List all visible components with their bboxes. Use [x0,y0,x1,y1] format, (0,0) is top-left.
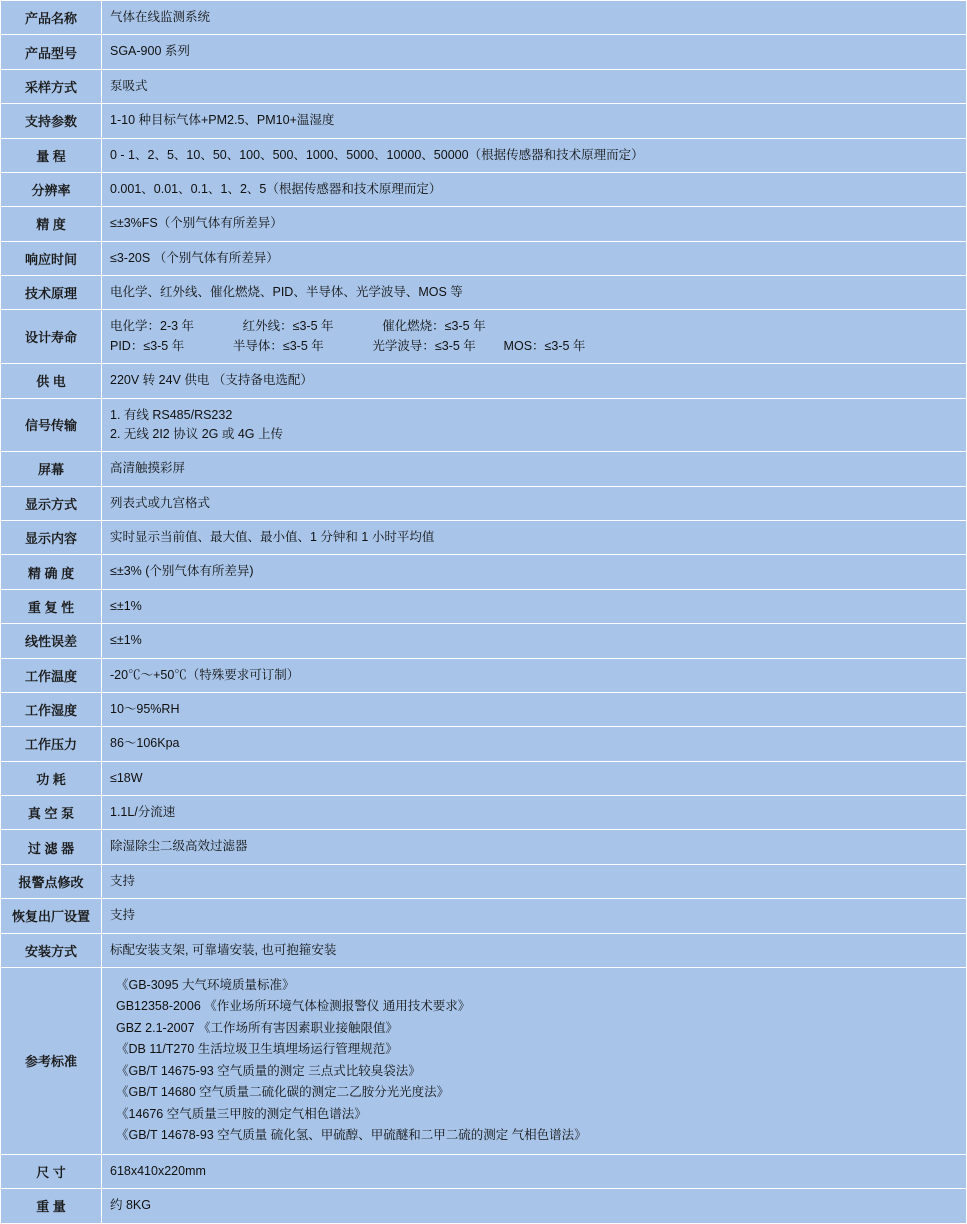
spec-value: 高清触摸彩屏 [102,452,967,486]
table-row [1,899,967,933]
spec-value: 电化学、红外线、催化燃烧、PID、半导体、光学波导、MOS 等 [102,276,967,310]
spec-value: SGA-900 系列 [102,35,967,69]
spec-value-lines [110,406,958,445]
spec-value: ≤18W [102,761,967,795]
table-row [1,967,967,1154]
spec-value-line: 《GB/T 14675-93 空气质量的测定 三点式比较臭袋法》 [116,1063,421,1078]
spec-label: 线性误差 [1,624,102,658]
spec-label: 重 复 性 [1,589,102,623]
spec-value: 标配安装支架, 可靠墙安装, 也可抱箍安装 [102,933,967,967]
table-row [1,104,967,138]
spec-label: 尺 寸 [1,1154,102,1188]
table-row [1,555,967,589]
table-row [1,486,967,520]
spec-value: 10～95%RH [102,692,967,726]
spec-value: 0.001、0.01、0.1、1、2、5（根据传感器和技术原理而定） [102,172,967,206]
spec-label: 设计寿命 [1,310,102,364]
spec-value: 支持 [102,899,967,933]
table-row [1,276,967,310]
spec-value-line: 1. 有线 RS485/RS232 [110,407,233,422]
table-row [1,172,967,206]
spec-value: 实时显示当前值、最大值、最小值、1 分钟和 1 小时平均值 [102,521,967,555]
table-row [1,1,967,35]
spec-label: 显示内容 [1,521,102,555]
spec-value-line: GB12358-2006 《作业场所环境气体检测报警仪 通用技术要求》 [116,999,471,1014]
spec-value: 除湿除尘二级高效过滤器 [102,830,967,864]
spec-label: 分辨率 [1,172,102,206]
spec-table-body [1,1,967,1224]
spec-value-line: GBZ 2.1-2007 《工作场所有害因素职业接触限值》 [116,1020,398,1035]
table-row [1,364,967,398]
spec-value [102,310,967,364]
spec-value: 支持 [102,864,967,898]
spec-label: 量 程 [1,138,102,172]
spec-label: 技术原理 [1,276,102,310]
table-row [1,624,967,658]
spec-value: ≤±1% [102,624,967,658]
spec-value: 列表式或九宫格式 [102,486,967,520]
spec-value-line: 《GB/T 14678-93 空气质量 硫化氢、甲硫醇、甲硫醚和二甲二硫的测定 气相色谱法》 [116,1128,587,1143]
spec-label: 响应时间 [1,241,102,275]
spec-value-line: 《DB 11/T270 生活垃圾卫生填埋场运行管理规范》 [116,1042,398,1057]
spec-value-lines [110,975,958,1147]
spec-label: 显示方式 [1,486,102,520]
spec-label: 精 确 度 [1,555,102,589]
table-row [1,207,967,241]
spec-value: 0 - 1、2、5、10、50、100、500、1000、5000、10000、50000（根据传感器和技术原理而定） [102,138,967,172]
spec-value-line: 《GB/T 14680 空气质量二硫化碳的测定二乙胺分光光度法》 [116,1085,450,1100]
table-row [1,589,967,623]
table-row [1,452,967,486]
spec-value-line: 《14676 空气质量三甲胺的测定气相色谱法》 [116,1106,367,1121]
spec-value: 泵吸式 [102,69,967,103]
table-row [1,692,967,726]
table-row [1,830,967,864]
spec-label: 信号传输 [1,398,102,452]
spec-value: -20℃～+50℃（特殊要求可订制） [102,658,967,692]
table-row [1,138,967,172]
spec-value-line: 2. 无线 2I2 协议 2G 或 4G 上传 [110,426,283,441]
spec-label: 工作温度 [1,658,102,692]
spec-label: 恢复出厂设置 [1,899,102,933]
spec-label: 安装方式 [1,933,102,967]
spec-label: 精 度 [1,207,102,241]
spec-label: 功 耗 [1,761,102,795]
table-row [1,761,967,795]
table-row [1,1189,967,1223]
spec-label: 供 电 [1,364,102,398]
table-row [1,796,967,830]
spec-label: 工作湿度 [1,692,102,726]
spec-label: 过 滤 器 [1,830,102,864]
spec-value: ≤±3% (个别气体有所差异) [102,555,967,589]
spec-label: 采样方式 [1,69,102,103]
spec-value: 约 8KG [102,1189,967,1223]
table-row [1,521,967,555]
spec-label: 参考标准 [1,967,102,1154]
table-row [1,1154,967,1188]
spec-label: 屏幕 [1,452,102,486]
spec-value: ≤±1% [102,589,967,623]
spec-value: 618x410x220mm [102,1154,967,1188]
spec-label: 真 空 泵 [1,796,102,830]
spec-value: 1.1L/分流速 [102,796,967,830]
table-row [1,398,967,452]
spec-label: 产品型号 [1,35,102,69]
spec-value-line: 《GB-3095 大气环境质量标准》 [116,977,295,992]
table-row [1,864,967,898]
spec-value-lines [110,317,958,356]
spec-value: ≤3-20S （个别气体有所差异） [102,241,967,275]
spec-value-line: 电化学：2-3 年 红外线：≤3-5 年 催化燃烧：≤3-5 年 [110,319,486,334]
spec-value [102,967,967,1154]
table-row [1,933,967,967]
table-row [1,310,967,364]
spec-value [102,398,967,452]
table-row [1,241,967,275]
table-row [1,727,967,761]
spec-label: 报警点修改 [1,864,102,898]
spec-label: 支持参数 [1,104,102,138]
spec-value: 气体在线监测系统 [102,1,967,35]
spec-label: 工作压力 [1,727,102,761]
spec-value: 220V 转 24V 供电 （支持备电选配） [102,364,967,398]
table-row [1,658,967,692]
spec-value: ≤±3%FS（个别气体有所差异） [102,207,967,241]
table-row [1,69,967,103]
spec-value: 86～106Kpa [102,727,967,761]
spec-label: 产品名称 [1,1,102,35]
spec-label: 重 量 [1,1189,102,1223]
spec-value-line: PID：≤3-5 年 半导体：≤3-5 年 光学波导：≤3-5 年 MOS：≤3-5 年 [110,338,586,353]
table-row [1,35,967,69]
spec-value: 1-10 种目标气体+PM2.5、PM10+温湿度 [102,104,967,138]
